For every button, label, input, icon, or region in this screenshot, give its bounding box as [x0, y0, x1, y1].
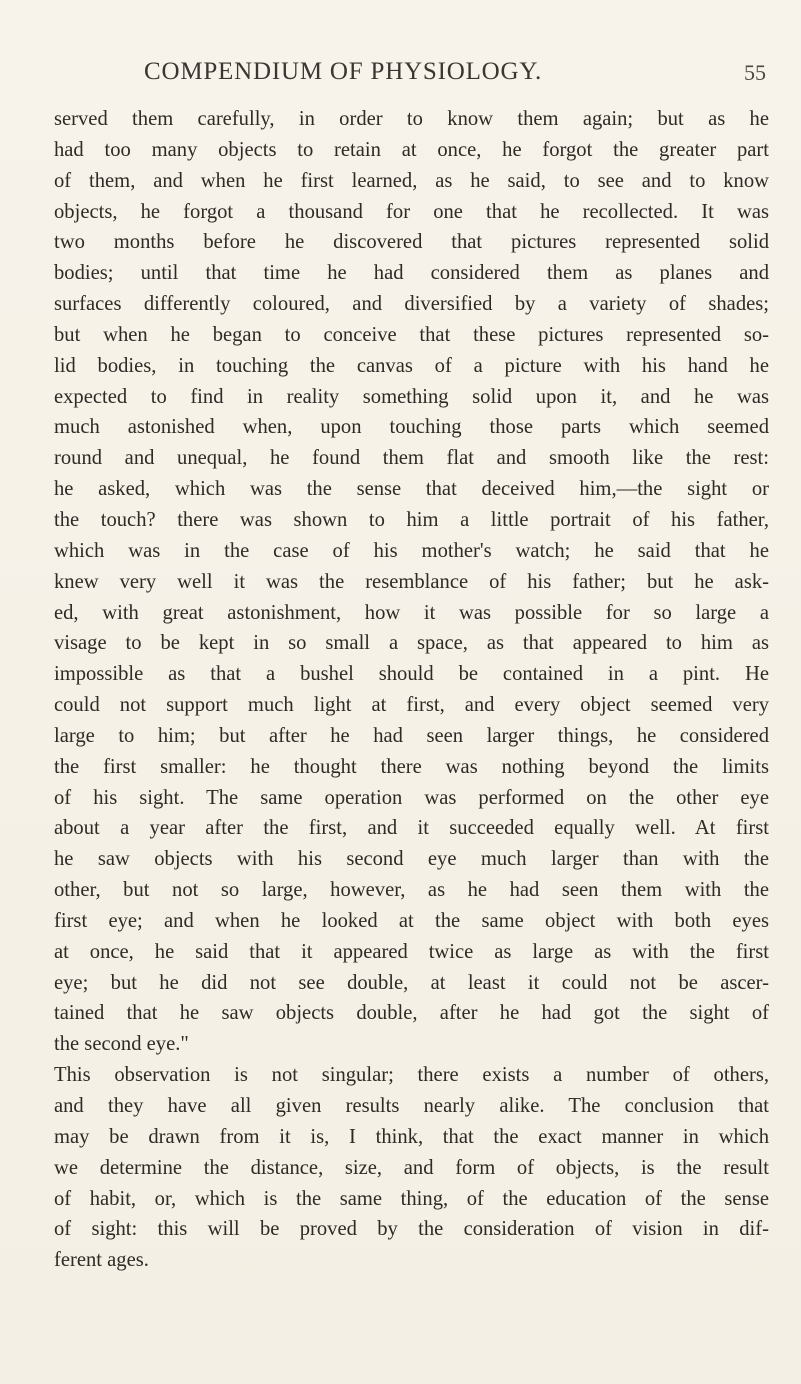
text-line: expected to find in reality something solid upon it, and he was — [54, 385, 769, 408]
text-line: the first smaller: he thought there was nothing beyond the limits — [54, 755, 769, 778]
text-line: round and unequal, he found them flat and smooth like the rest: — [54, 447, 769, 470]
text-line: lid bodies, in touching the canvas of a picture with his hand he — [54, 354, 769, 377]
text-line: of sight: this will be proved by the consideration of vision in dif- — [54, 1218, 769, 1241]
text-line: two months before he discovered that pictures represented solid — [54, 231, 769, 254]
text-line: he asked, which was the sense that deceived him,—the sight or — [54, 478, 769, 501]
text-line: tained that he saw objects double, after he had got the sight of — [54, 1002, 769, 1025]
running-head — [0, 54, 801, 94]
text-line: but when he began to conceive that these pictures represented so- — [54, 323, 769, 346]
text-line: bodies; until that time he had considered them as planes and — [54, 262, 769, 285]
text-line: ferent ages. — [54, 1249, 149, 1272]
text-line: of them, and when he first learned, as he said, to see and to know — [54, 169, 769, 192]
text-line: which was in the case of his mother's watch; he said that he — [54, 539, 769, 562]
text-line: large to him; but after he had seen larger things, he considered — [54, 724, 769, 747]
text-line: of his sight. The same operation was performed on the other eye — [54, 786, 769, 809]
text-line: we determine the distance, size, and form of objects, is the result — [54, 1156, 769, 1179]
text-line: objects, he forgot a thousand for one that he recollected. It was — [54, 200, 769, 223]
text-line: the touch? there was shown to him a little portrait of his father, — [54, 508, 769, 531]
page-title: COMPENDIUM OF PHYSIOLOGY. — [144, 58, 543, 85]
page-number: 55 — [744, 60, 766, 85]
text-line: the second eye." — [54, 1033, 189, 1056]
text-line: This observation is not singular; there exists a number of others, — [54, 1064, 769, 1087]
text-line: visage to be kept in so small a space, as that appeared to him as — [54, 632, 769, 655]
text-line: at once, he said that it appeared twice as large as with the first — [54, 940, 769, 963]
body-text — [54, 104, 769, 1276]
text-line: of habit, or, which is the same thing, of the education of the sense — [54, 1187, 769, 1210]
text-line: had too many objects to retain at once, he forgot the greater part — [54, 138, 769, 161]
text-line: surfaces differently coloured, and diversified by a variety of shades; — [54, 293, 769, 316]
text-line: about a year after the first, and it succeeded equally well. At first — [54, 817, 769, 840]
text-line: and they have all given results nearly alike. The conclusion that — [54, 1095, 769, 1117]
text-line: much astonished when, upon touching those parts which seemed — [54, 416, 769, 439]
text-line: served them carefully, in order to know them again; but as he — [54, 108, 769, 130]
text-line: may be drawn from it is, I think, that the exact manner in which — [54, 1125, 769, 1148]
text-line: knew very well it was the resemblance of his father; but he ask- — [54, 570, 769, 593]
text-line: first eye; and when he looked at the same object with both eyes — [54, 909, 769, 932]
text-line: ed, with great astonishment, how it was possible for so large a — [54, 601, 769, 624]
text-line: eye; but he did not see double, at least it could not be ascer- — [54, 971, 769, 994]
text-line: could not support much light at first, and every object seemed very — [54, 694, 769, 717]
text-line: other, but not so large, however, as he had seen them with the — [54, 879, 769, 902]
text-line: he saw objects with his second eye much larger than with the — [54, 848, 769, 871]
text-line: impossible as that a bushel should be contained in a pint. He — [54, 663, 769, 686]
